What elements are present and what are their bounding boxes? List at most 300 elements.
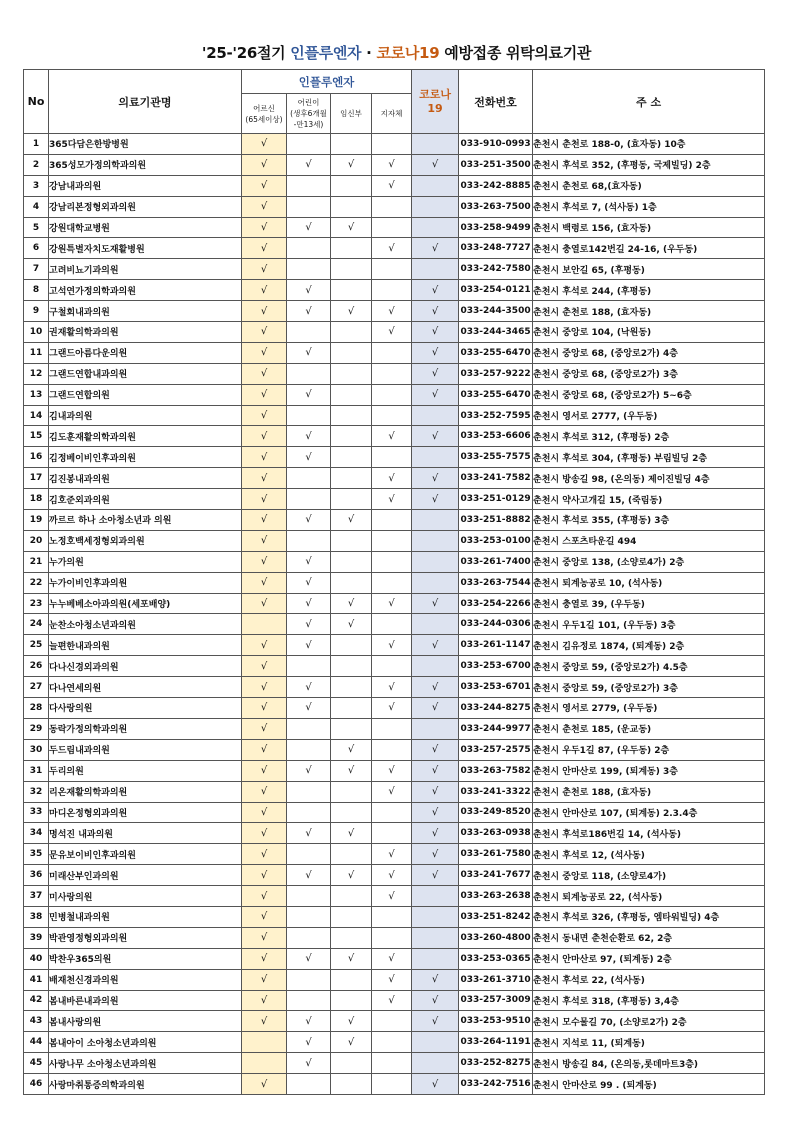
institution-name: 미래산부인과의원 xyxy=(49,865,242,886)
header-flu-group: 인플루엔자 xyxy=(242,70,412,94)
phone-number: 033-261-1147 xyxy=(459,635,533,656)
check-child xyxy=(287,530,331,551)
institution-name: 그랜드연합의원 xyxy=(49,384,242,405)
check-pregnant xyxy=(331,906,372,927)
check-elder: √ xyxy=(242,426,287,447)
address: 춘천시 중앙로 68, (중앙로2가) 5~6층 xyxy=(533,384,765,405)
check-child: √ xyxy=(287,280,331,301)
row-number: 44 xyxy=(24,1032,49,1053)
check-covid: √ xyxy=(412,384,459,405)
check-pregnant xyxy=(331,175,372,196)
institution-name: 눈찬소아청소년과의원 xyxy=(49,614,242,635)
table-row xyxy=(24,614,765,635)
institution-name: 김도훈재활의학과의원 xyxy=(49,426,242,447)
row-number: 12 xyxy=(24,363,49,384)
check-local xyxy=(372,259,412,280)
address: 춘천시 후석로 318, (후평동) 3,4층 xyxy=(533,990,765,1011)
check-child: √ xyxy=(287,635,331,656)
check-pregnant xyxy=(331,551,372,572)
title-flu: 인플루엔자 xyxy=(290,44,362,62)
check-child xyxy=(287,844,331,865)
phone-number: 033-263-7544 xyxy=(459,572,533,593)
check-local: √ xyxy=(372,886,412,907)
row-number: 17 xyxy=(24,468,49,489)
phone-number: 033-257-2575 xyxy=(459,739,533,760)
row-number: 5 xyxy=(24,217,49,238)
address: 춘천시 중앙로 68, (중앙로2가) 3층 xyxy=(533,363,765,384)
check-covid: √ xyxy=(412,342,459,363)
check-covid: √ xyxy=(412,781,459,802)
table-row xyxy=(24,844,765,865)
check-elder xyxy=(242,614,287,635)
title-separator: · xyxy=(361,44,377,62)
check-elder: √ xyxy=(242,468,287,489)
institution-name: 미사랑의원 xyxy=(49,886,242,907)
check-pregnant xyxy=(331,405,372,426)
table-row xyxy=(24,990,765,1011)
check-child xyxy=(287,781,331,802)
institution-name: 누가의원 xyxy=(49,551,242,572)
header-elder xyxy=(242,94,287,134)
address: 춘천시 후석로 304, (후평동) 부림빌딩 2층 xyxy=(533,447,765,468)
check-child: √ xyxy=(287,614,331,635)
check-elder: √ xyxy=(242,238,287,259)
address: 춘천시 충열로 39, (우두동) xyxy=(533,593,765,614)
table-row xyxy=(24,823,765,844)
check-elder: √ xyxy=(242,698,287,719)
check-pregnant xyxy=(331,447,372,468)
phone-number: 033-257-3009 xyxy=(459,990,533,1011)
header-pregnant: 임신부 xyxy=(331,94,372,134)
table-row xyxy=(24,489,765,510)
header-child-line3: -만13세) xyxy=(293,120,324,129)
row-number: 6 xyxy=(24,238,49,259)
table-row xyxy=(24,196,765,217)
check-local xyxy=(372,217,412,238)
phone-number: 033-251-8242 xyxy=(459,906,533,927)
check-pregnant xyxy=(331,342,372,363)
phone-number: 033-263-2638 xyxy=(459,886,533,907)
check-pregnant: √ xyxy=(331,217,372,238)
table-row xyxy=(24,405,765,426)
phone-number: 033-241-7677 xyxy=(459,865,533,886)
check-pregnant xyxy=(331,802,372,823)
institution-name: 365성모가정의학과의원 xyxy=(49,154,242,175)
check-local: √ xyxy=(372,489,412,510)
header-phone: 전화번호 xyxy=(459,70,533,134)
row-number: 31 xyxy=(24,760,49,781)
institution-name: 사랑나무 소아청소년과의원 xyxy=(49,1053,242,1074)
check-covid: √ xyxy=(412,593,459,614)
check-elder: √ xyxy=(242,322,287,343)
table-row xyxy=(24,301,765,322)
check-elder: √ xyxy=(242,342,287,363)
phone-number: 033-244-3465 xyxy=(459,322,533,343)
row-number: 24 xyxy=(24,614,49,635)
phone-number: 033-242-8885 xyxy=(459,175,533,196)
table-row xyxy=(24,781,765,802)
header-covid xyxy=(412,70,459,134)
row-number: 13 xyxy=(24,384,49,405)
check-covid: √ xyxy=(412,468,459,489)
check-elder: √ xyxy=(242,906,287,927)
phone-number: 033-251-0129 xyxy=(459,489,533,510)
institution-table xyxy=(23,69,765,1095)
address: 춘천시 중앙로 104, (낙원동) xyxy=(533,322,765,343)
check-pregnant: √ xyxy=(331,948,372,969)
table-row xyxy=(24,698,765,719)
table-row xyxy=(24,154,765,175)
check-elder: √ xyxy=(242,405,287,426)
check-local xyxy=(372,196,412,217)
row-number: 14 xyxy=(24,405,49,426)
row-number: 46 xyxy=(24,1074,49,1095)
check-covid: √ xyxy=(412,363,459,384)
check-elder: √ xyxy=(242,447,287,468)
check-pregnant xyxy=(331,384,372,405)
check-pregnant xyxy=(331,844,372,865)
check-local: √ xyxy=(372,865,412,886)
institution-name: 김호준외과의원 xyxy=(49,489,242,510)
check-local xyxy=(372,405,412,426)
phone-number: 033-261-3710 xyxy=(459,969,533,990)
row-number: 18 xyxy=(24,489,49,510)
check-covid xyxy=(412,259,459,280)
table-row xyxy=(24,886,765,907)
institution-name: 두리의원 xyxy=(49,760,242,781)
address: 춘천시 스포츠타운길 494 xyxy=(533,530,765,551)
institution-name: 명석진 내과의원 xyxy=(49,823,242,844)
check-pregnant xyxy=(331,363,372,384)
check-local xyxy=(372,510,412,531)
check-pregnant xyxy=(331,489,372,510)
header-covid-line2: 19 xyxy=(427,101,443,115)
phone-number: 033-254-2266 xyxy=(459,593,533,614)
institution-name: 고려비뇨기과의원 xyxy=(49,259,242,280)
institution-name: 그랜드아름다운의원 xyxy=(49,342,242,363)
row-number: 45 xyxy=(24,1053,49,1074)
institution-name: 박찬우365의원 xyxy=(49,948,242,969)
check-covid: √ xyxy=(412,322,459,343)
check-local xyxy=(372,342,412,363)
check-elder: √ xyxy=(242,175,287,196)
address: 춘천시 영서로 2777, (우두동) xyxy=(533,405,765,426)
check-local xyxy=(372,363,412,384)
check-covid: √ xyxy=(412,426,459,447)
institution-name: 누누베베소아과의원(세포배양) xyxy=(49,593,242,614)
check-child: √ xyxy=(287,342,331,363)
check-covid: √ xyxy=(412,865,459,886)
address: 춘천시 모수물길 70, (소양로2가) 2층 xyxy=(533,1011,765,1032)
check-pregnant xyxy=(331,1053,372,1074)
institution-name: 다나연세의원 xyxy=(49,677,242,698)
table-row xyxy=(24,551,765,572)
institution-name: 강남내과의원 xyxy=(49,175,242,196)
address: 춘천시 우두1길 101, (우두동) 3층 xyxy=(533,614,765,635)
table-row xyxy=(24,468,765,489)
check-covid: √ xyxy=(412,301,459,322)
phone-number: 033-251-8882 xyxy=(459,510,533,531)
check-pregnant xyxy=(331,927,372,948)
check-local: √ xyxy=(372,677,412,698)
address: 춘천시 김유정로 1874, (퇴계동) 2층 xyxy=(533,635,765,656)
check-local xyxy=(372,1011,412,1032)
address: 춘천시 안마산로 199, (퇴계동) 3층 xyxy=(533,760,765,781)
check-child xyxy=(287,802,331,823)
check-pregnant xyxy=(331,322,372,343)
check-covid xyxy=(412,572,459,593)
institution-name: 박관영정형외과의원 xyxy=(49,927,242,948)
check-elder: √ xyxy=(242,927,287,948)
check-child xyxy=(287,739,331,760)
table-row xyxy=(24,906,765,927)
phone-number: 033-241-3322 xyxy=(459,781,533,802)
check-pregnant xyxy=(331,886,372,907)
check-covid xyxy=(412,927,459,948)
check-elder: √ xyxy=(242,969,287,990)
row-number: 10 xyxy=(24,322,49,343)
check-elder: √ xyxy=(242,802,287,823)
check-child: √ xyxy=(287,217,331,238)
check-pregnant xyxy=(331,134,372,155)
check-elder: √ xyxy=(242,363,287,384)
address: 춘천시 약사고개길 15, (죽림동) xyxy=(533,489,765,510)
table-row xyxy=(24,1032,765,1053)
check-pregnant xyxy=(331,698,372,719)
address: 춘천시 방송길 84, (온의동,롯데마트3층) xyxy=(533,1053,765,1074)
row-number: 8 xyxy=(24,280,49,301)
check-pregnant: √ xyxy=(331,823,372,844)
check-elder: √ xyxy=(242,384,287,405)
row-number: 3 xyxy=(24,175,49,196)
check-child: √ xyxy=(287,447,331,468)
check-child xyxy=(287,468,331,489)
phone-number: 033-910-0993 xyxy=(459,134,533,155)
check-local xyxy=(372,1074,412,1095)
check-child xyxy=(287,322,331,343)
page-title xyxy=(0,42,793,63)
address: 춘천시 안마산로 99 . (퇴계동) xyxy=(533,1074,765,1095)
institution-name: 강원특별자치도재활병원 xyxy=(49,238,242,259)
check-covid xyxy=(412,656,459,677)
check-elder: √ xyxy=(242,259,287,280)
title-covid: 코로나19 xyxy=(376,44,440,62)
check-child: √ xyxy=(287,677,331,698)
institution-name: 365다담은한방병원 xyxy=(49,134,242,155)
phone-number: 033-244-9977 xyxy=(459,718,533,739)
address: 춘천시 후석로 312, (후평동) 2층 xyxy=(533,426,765,447)
institution-name: 민병철내과의원 xyxy=(49,906,242,927)
check-elder xyxy=(242,1053,287,1074)
check-child xyxy=(287,886,331,907)
check-child: √ xyxy=(287,572,331,593)
check-covid: √ xyxy=(412,1011,459,1032)
check-pregnant xyxy=(331,718,372,739)
check-pregnant xyxy=(331,426,372,447)
table-row xyxy=(24,677,765,698)
table-row xyxy=(24,1011,765,1032)
check-pregnant: √ xyxy=(331,614,372,635)
check-child xyxy=(287,1074,331,1095)
row-number: 16 xyxy=(24,447,49,468)
check-pregnant xyxy=(331,656,372,677)
check-local: √ xyxy=(372,844,412,865)
check-local xyxy=(372,718,412,739)
address: 춘천시 후석로186번길 14, (석사동) xyxy=(533,823,765,844)
row-number: 28 xyxy=(24,698,49,719)
check-pregnant xyxy=(331,280,372,301)
check-local: √ xyxy=(372,760,412,781)
check-local xyxy=(372,572,412,593)
check-elder: √ xyxy=(242,718,287,739)
institution-name: 두드림내과의원 xyxy=(49,739,242,760)
phone-number: 033-255-7575 xyxy=(459,447,533,468)
phone-number: 033-253-9510 xyxy=(459,1011,533,1032)
check-local xyxy=(372,906,412,927)
row-number: 20 xyxy=(24,530,49,551)
check-covid: √ xyxy=(412,154,459,175)
row-number: 43 xyxy=(24,1011,49,1032)
phone-number: 033-242-7580 xyxy=(459,259,533,280)
address: 춘천시 후석로 7, (석사동) 1층 xyxy=(533,196,765,217)
institution-name: 구철회내과의원 xyxy=(49,301,242,322)
table-row xyxy=(24,238,765,259)
check-child xyxy=(287,259,331,280)
check-covid: √ xyxy=(412,969,459,990)
phone-number: 033-249-8520 xyxy=(459,802,533,823)
institution-name: 까르르 하나 소아청소년과 의원 xyxy=(49,510,242,531)
address: 춘천시 중앙로 59, (중앙로2가) 3층 xyxy=(533,677,765,698)
check-pregnant xyxy=(331,530,372,551)
check-pregnant xyxy=(331,259,372,280)
row-number: 22 xyxy=(24,572,49,593)
check-elder: √ xyxy=(242,739,287,760)
check-covid xyxy=(412,405,459,426)
check-covid: √ xyxy=(412,802,459,823)
table-row xyxy=(24,927,765,948)
address: 춘천시 방송길 98, (온의동) 제이진빌딩 4층 xyxy=(533,468,765,489)
check-local: √ xyxy=(372,635,412,656)
phone-number: 033-255-6470 xyxy=(459,384,533,405)
check-pregnant: √ xyxy=(331,760,372,781)
check-child xyxy=(287,718,331,739)
row-number: 40 xyxy=(24,948,49,969)
phone-number: 033-253-6700 xyxy=(459,656,533,677)
check-pregnant xyxy=(331,1074,372,1095)
check-child xyxy=(287,405,331,426)
row-number: 39 xyxy=(24,927,49,948)
check-local: √ xyxy=(372,969,412,990)
address: 춘천시 안마산로 97, (퇴계동) 2층 xyxy=(533,948,765,969)
check-pregnant: √ xyxy=(331,1032,372,1053)
address: 춘천시 퇴계농공로 10, (석사동) xyxy=(533,572,765,593)
phone-number: 033-263-7582 xyxy=(459,760,533,781)
phone-number: 033-258-9499 xyxy=(459,217,533,238)
check-child xyxy=(287,196,331,217)
phone-number: 033-244-0306 xyxy=(459,614,533,635)
check-covid xyxy=(412,510,459,531)
check-elder: √ xyxy=(242,593,287,614)
table-row xyxy=(24,134,765,155)
phone-number: 033-242-7516 xyxy=(459,1074,533,1095)
check-elder: √ xyxy=(242,510,287,531)
phone-number: 033-244-8275 xyxy=(459,698,533,719)
phone-number: 033-254-0121 xyxy=(459,280,533,301)
check-local xyxy=(372,614,412,635)
check-elder: √ xyxy=(242,551,287,572)
check-elder: √ xyxy=(242,886,287,907)
check-pregnant xyxy=(331,969,372,990)
address: 춘천시 후석로 355, (후평동) 3층 xyxy=(533,510,765,531)
check-local xyxy=(372,802,412,823)
check-pregnant: √ xyxy=(331,510,372,531)
table-row xyxy=(24,635,765,656)
phone-number: 033-253-0100 xyxy=(459,530,533,551)
address: 춘천시 후석로 22, (석사동) xyxy=(533,969,765,990)
check-local: √ xyxy=(372,301,412,322)
row-number: 35 xyxy=(24,844,49,865)
check-elder: √ xyxy=(242,489,287,510)
institution-name: 마디온정형외과의원 xyxy=(49,802,242,823)
table-row xyxy=(24,656,765,677)
check-local: √ xyxy=(372,593,412,614)
check-covid xyxy=(412,886,459,907)
check-local: √ xyxy=(372,175,412,196)
row-number: 27 xyxy=(24,677,49,698)
check-elder: √ xyxy=(242,635,287,656)
check-child: √ xyxy=(287,593,331,614)
check-covid: √ xyxy=(412,760,459,781)
institution-name: 김정베이비인후과의원 xyxy=(49,447,242,468)
check-local xyxy=(372,530,412,551)
phone-number: 033-261-7400 xyxy=(459,551,533,572)
check-local: √ xyxy=(372,468,412,489)
check-pregnant: √ xyxy=(331,1011,372,1032)
institution-name: 김진봉내과의원 xyxy=(49,468,242,489)
row-number: 42 xyxy=(24,990,49,1011)
header-elder-line1: 어르신 xyxy=(253,103,275,113)
address: 춘천시 춘천로 185, (운교동) xyxy=(533,718,765,739)
title-suffix: 예방접종 위탁의료기관 xyxy=(439,44,592,62)
address: 춘천시 영서로 2779, (우두동) xyxy=(533,698,765,719)
check-child: √ xyxy=(287,1011,331,1032)
check-covid xyxy=(412,948,459,969)
check-local xyxy=(372,384,412,405)
institution-name: 강남리본정형외과의원 xyxy=(49,196,242,217)
header-name: 의료기관명 xyxy=(49,70,242,134)
check-elder: √ xyxy=(242,196,287,217)
address: 춘천시 보안길 65, (후평동) xyxy=(533,259,765,280)
row-number: 4 xyxy=(24,196,49,217)
check-child xyxy=(287,906,331,927)
phone-number: 033-253-6701 xyxy=(459,677,533,698)
check-child xyxy=(287,969,331,990)
row-number: 33 xyxy=(24,802,49,823)
table-row xyxy=(24,865,765,886)
check-child xyxy=(287,656,331,677)
check-child: √ xyxy=(287,426,331,447)
institution-name: 늘편한내과의원 xyxy=(49,635,242,656)
phone-number: 033-252-7595 xyxy=(459,405,533,426)
institution-name: 강원대학교병원 xyxy=(49,217,242,238)
address: 춘천시 퇴계농공로 22, (석사동) xyxy=(533,886,765,907)
institution-name: 봄내아이 소아청소년과의원 xyxy=(49,1032,242,1053)
address: 춘천시 우두1길 87, (우두동) 2층 xyxy=(533,739,765,760)
phone-number: 033-255-6470 xyxy=(459,342,533,363)
address: 춘천시 중앙로 118, (소양로4가) xyxy=(533,865,765,886)
header-child-line1: 어린이 xyxy=(297,98,320,107)
row-number: 7 xyxy=(24,259,49,280)
